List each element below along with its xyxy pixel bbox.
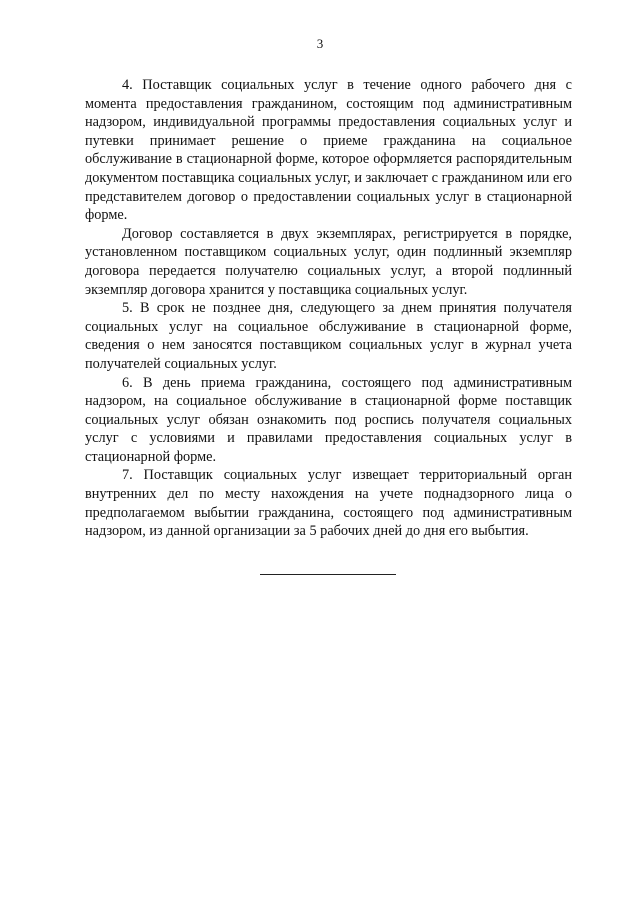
paragraph-contract: Договор составляется в двух экземплярах, регистрируется в порядке, установленном поставщиком социальных услуг, один подлинный экземпляр договора передается получателю социальных услуг, а второй подлинный экземпляр договора хранится у поставщика социальных услуг. bbox=[85, 225, 572, 298]
paragraph-item-4: 4. Поставщик социальных услуг в течение одного рабочего дня с момента предоставления гражданином, состоящим под административным надзором, индивидуальной программы предоставления социальных услуг и путевки принимает решение о приеме гражданина на социальное обслуживание в стационарной форме, которое оформляется распорядительным документом поставщика социальных услуг, и заключает с гражданином или его представителем договор о предоставлении социальных услуг в стационарной форме. bbox=[85, 77, 572, 224]
paragraph-item-6: 6. В день приема гражданина, состоящего под административным надзором, на социальное обслуживание в стационарной форме поставщик социальных услуг обязан ознакомить под роспись получателя социальных услуг с условиями и правилами предоставления социальных услуг в стационарной форме. bbox=[85, 374, 572, 465]
paragraph-item-7: 7. Поставщик социальных услуг извещает территориальный орган внутренних дел по месту нахождения на учете поднадзорного лица о предполагаемом выбытии гражданина, состоящего под административным надзором, из данной организации за 5 рабочих дней до дня его выбытия. bbox=[85, 467, 572, 540]
document-body bbox=[85, 76, 572, 541]
end-of-document-rule bbox=[260, 574, 396, 575]
page-number: 3 bbox=[316, 36, 324, 51]
paragraph-item-5: 5. В срок не позднее дня, следующего за днем принятия получателя социальных услуг на социальное обслуживание в стационарной форме, сведения о нем заносятся поставщиком социальных услуг в журнал учета получателей социальных услуг. bbox=[85, 300, 572, 372]
